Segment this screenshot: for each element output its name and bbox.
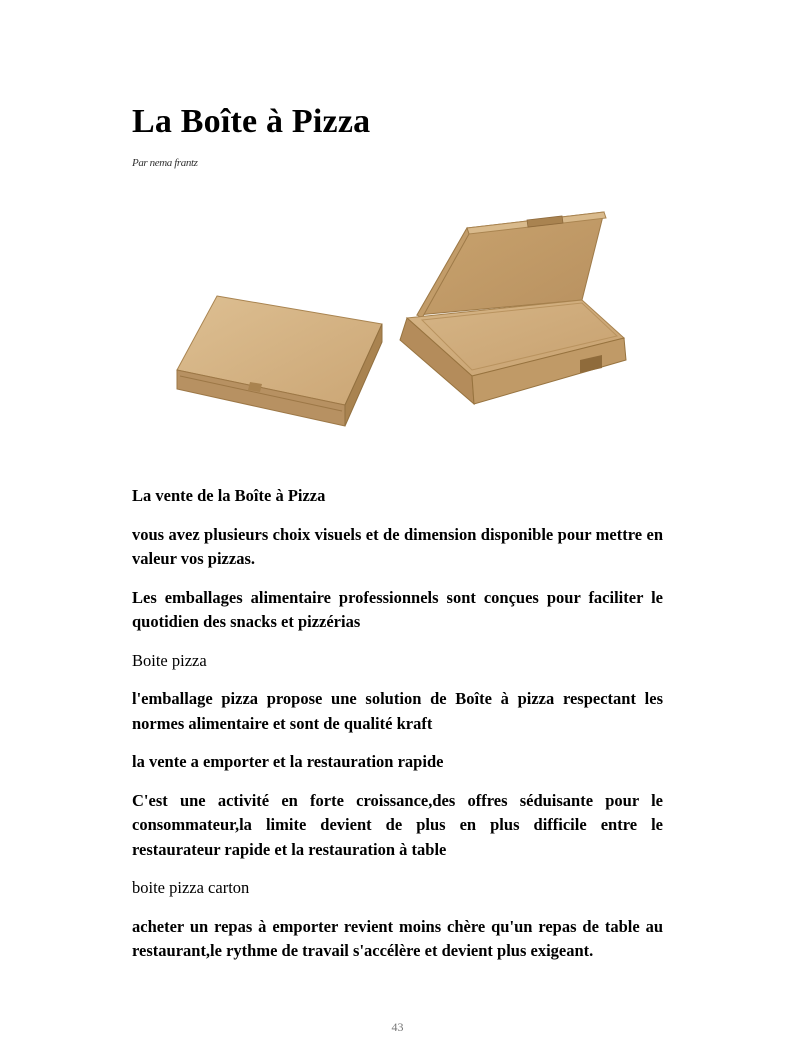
open-pizza-box — [400, 212, 626, 404]
paragraph: l'emballage pizza propose une solution de Boîte à pizza respectant les normes alimentaire et sont de qualité kraft — [132, 689, 663, 733]
keyword-line: boite pizza carton — [132, 878, 250, 897]
paragraph: acheter un repas à emporter revient moins chère qu'un repas de table au restaurant,le rythme de travail s'accélère et devient plus exigeant. — [132, 916, 663, 960]
paragraph: la vente a emporter et la restauration rapide — [132, 752, 444, 771]
article-body — [132, 484, 663, 978]
paragraph: vous avez plusieurs choix visuels et de dimension disponible pour mettre en valeur vos pizzas. — [132, 524, 663, 568]
keyword-line: Boite pizza — [132, 650, 207, 670]
page-title: La Boîte à Pizza — [132, 103, 371, 140]
closed-pizza-box — [177, 296, 382, 426]
paragraph: C'est une activité en forte croissance,des offres séduisante pour le consommateur,la limite devient de plus en plus difficile entre le restaurateur rapide et la restauration à table — [132, 790, 663, 859]
section-heading: La vente de la Boîte à Pizza — [132, 486, 326, 505]
paragraph: Les emballages alimentaire professionnels sont conçues pour faciliter le quotidien des snacks et pizzérias — [132, 587, 663, 631]
page-number: 43 — [391, 1020, 404, 1034]
pizza-boxes-photo — [132, 190, 664, 448]
author-byline: Par nema frantz — [132, 157, 198, 169]
